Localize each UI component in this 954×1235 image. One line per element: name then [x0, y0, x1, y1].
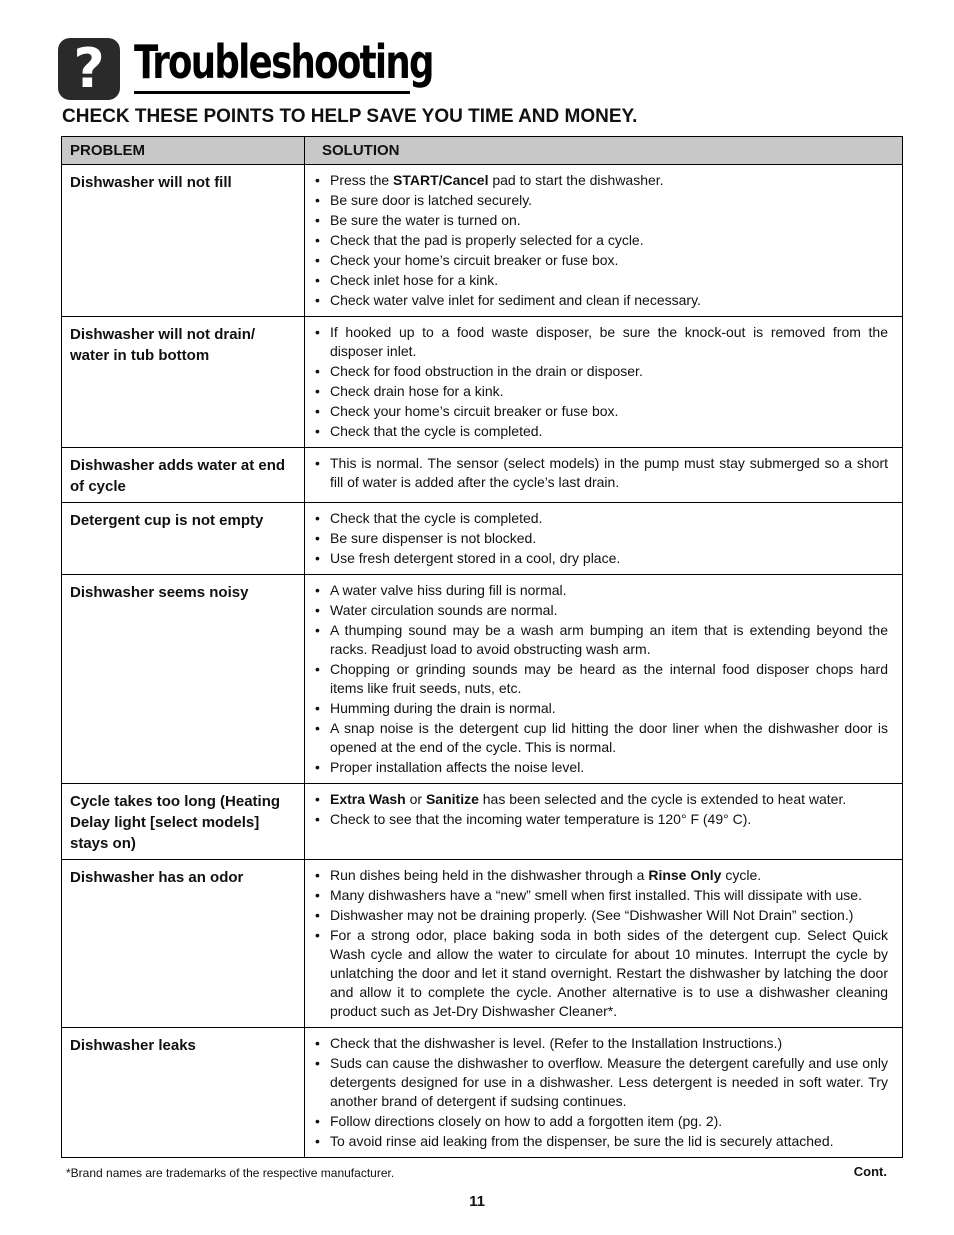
solution-list	[315, 581, 888, 777]
solution-item	[315, 621, 888, 659]
solution-cell	[305, 575, 903, 784]
solution-cell	[305, 317, 903, 448]
solution-text: cycle.	[721, 867, 762, 883]
solution-item	[315, 906, 888, 925]
solution-item	[315, 719, 888, 757]
solution-item	[315, 362, 888, 381]
column-header-solution: SOLUTION	[305, 137, 903, 165]
solution-item	[315, 422, 888, 441]
solution-item	[315, 581, 888, 600]
solution-item	[315, 601, 888, 620]
page-number: 11	[469, 1193, 485, 1210]
solution-cell	[305, 1028, 903, 1158]
problem-cell: Dishwasher will not fill	[62, 165, 305, 317]
solution-text-bold: START/Cancel	[393, 172, 489, 188]
solution-item	[315, 171, 888, 190]
solution-item	[315, 699, 888, 718]
solution-text: Be sure door is latched securely.	[330, 192, 533, 208]
solution-item	[315, 790, 888, 809]
solution-text: Press the	[330, 172, 394, 188]
solution-list	[315, 866, 888, 1021]
solution-item	[315, 211, 888, 230]
solution-text: Follow directions closely on how to add a forgotten item (pg. 2).	[330, 1113, 723, 1129]
solution-item	[315, 810, 888, 829]
solution-item	[315, 1034, 888, 1053]
problem-cell: Cycle takes too long (Heating Delay light [select models] stays on)	[62, 784, 305, 860]
solution-text: Check water valve inlet for sediment and clean if necessary.	[330, 292, 701, 308]
solution-text: To avoid rinse aid leaking from the dispenser, be sure the lid is securely attached.	[330, 1133, 834, 1149]
continued-label: Cont.	[853, 1164, 887, 1179]
solution-item	[315, 1132, 888, 1151]
solution-text: Many dishwashers have a “new” smell when first installed. This will dissipate with use.	[330, 887, 862, 903]
solution-item	[315, 402, 888, 421]
solution-item	[315, 454, 888, 492]
solution-text: Check your home’s circuit breaker or fuse box.	[330, 252, 619, 268]
page-title: Troubleshooting	[134, 35, 433, 89]
solution-text: Use fresh detergent stored in a cool, dry place.	[330, 550, 621, 566]
solution-text-bold: Rinse Only	[648, 867, 722, 883]
solution-text: Be sure the water is turned on.	[330, 212, 521, 228]
table-row	[62, 575, 903, 784]
solution-list	[315, 790, 888, 829]
table-row	[62, 860, 903, 1028]
solution-text: Check that the cycle is completed.	[330, 510, 543, 526]
solution-item	[315, 549, 888, 568]
solution-text: A snap noise is the detergent cup lid hitting the door liner when the dishwasher door is opened at the end of the cycle. This is normal.	[330, 720, 888, 755]
solution-text: Check for food obstruction in the drain or disposer.	[330, 363, 643, 379]
solution-text: Be sure dispenser is not blocked.	[330, 530, 537, 546]
problem-cell: Dishwasher has an odor	[62, 860, 305, 1028]
table-row	[62, 317, 903, 448]
table-header-row	[62, 137, 903, 165]
solution-item	[315, 1054, 888, 1111]
solution-text: Check inlet hose for a kink.	[330, 272, 499, 288]
table-row	[62, 503, 903, 575]
solution-cell	[305, 448, 903, 503]
trademark-footnote: *Brand names are trademarks of the respective manufacturer.	[66, 1166, 395, 1180]
solution-item	[315, 926, 888, 1021]
solution-text: This is normal. The sensor (select models) in the pump must stay submerged so a short fill of water is added after the cycle’s last drain.	[330, 455, 888, 490]
solution-item	[315, 291, 888, 310]
table-row	[62, 784, 903, 860]
solution-item	[315, 866, 888, 885]
table-row	[62, 448, 903, 503]
solution-text: Check that the dishwasher is level. (Refer to the Installation Instructions.)	[330, 1035, 783, 1051]
solution-text: or	[405, 791, 426, 807]
solution-text: Check that the pad is properly selected for a cycle.	[330, 232, 644, 248]
solution-text: Suds can cause the dishwasher to overflow. Measure the detergent carefully and use only detergents designed for use in a dishwasher. Less detergent is needed in soft water. Try another brand of detergent if sudsing continues.	[330, 1055, 888, 1109]
table-body	[62, 165, 903, 1158]
solution-list	[315, 171, 888, 310]
solution-text: Humming during the drain is normal.	[330, 700, 556, 716]
solution-item	[315, 1112, 888, 1131]
solution-item	[315, 323, 888, 361]
solution-text-bold: Sanitize	[425, 791, 479, 807]
problem-cell: Detergent cup is not empty	[62, 503, 305, 575]
solution-cell	[305, 784, 903, 860]
title-underline	[134, 91, 410, 94]
section-subtitle: CHECK THESE POINTS TO HELP SAVE YOU TIME AND MONEY.	[62, 106, 638, 127]
troubleshooting-table	[61, 136, 903, 1158]
solution-text-bold: Extra Wash	[330, 791, 406, 807]
solution-text: has been selected and the cycle is extended to heat water.	[478, 791, 847, 807]
solution-item	[315, 529, 888, 548]
solution-text: Run dishes being held in the dishwasher through a	[330, 867, 649, 883]
solution-item	[315, 660, 888, 698]
solution-cell	[305, 503, 903, 575]
column-header-problem: PROBLEM	[62, 137, 305, 165]
solution-cell	[305, 860, 903, 1028]
solution-item	[315, 382, 888, 401]
problem-cell: Dishwasher adds water at end of cycle	[62, 448, 305, 503]
table-row	[62, 1028, 903, 1158]
solution-text: If hooked up to a food waste disposer, be sure the knock-out is removed from the disposer inlet.	[330, 324, 888, 359]
solution-text: Check that the cycle is completed.	[330, 423, 543, 439]
solution-item	[315, 886, 888, 905]
table-row	[62, 165, 903, 317]
solution-list	[315, 454, 888, 492]
problem-cell: Dishwasher leaks	[62, 1028, 305, 1158]
solution-text: Check your home’s circuit breaker or fuse box.	[330, 403, 619, 419]
solution-text: Check to see that the incoming water temperature is 120° F (49° C).	[330, 811, 752, 827]
solution-text: Proper installation affects the noise level.	[330, 759, 585, 775]
solution-text: pad to start the dishwasher.	[488, 172, 664, 188]
solution-item	[315, 191, 888, 210]
problem-cell: Dishwasher seems noisy	[62, 575, 305, 784]
solution-text: A water valve hiss during fill is normal.	[330, 582, 567, 598]
solution-list	[315, 323, 888, 441]
solution-text: A thumping sound may be a wash arm bumping an item that is extending beyond the racks. Readjust load to avoid obstructing wash arm.	[330, 622, 888, 657]
solution-cell	[305, 165, 903, 317]
solution-text: Water circulation sounds are normal.	[330, 602, 558, 618]
solution-list	[315, 1034, 888, 1151]
solution-text: For a strong odor, place baking soda in both sides of the detergent cup. Select Quick Wash cycle and allow the water to circulate for about 10 minutes. Interrupt the cycle by unlatching the door and let it stand overnight. Restart the dishwasher by latching the door and allow it to complete the cycle. Another alternative is to use a dishwasher cleaning product such as Jet-Dry Dishwasher Cleaner*.	[330, 927, 888, 1019]
solution-item	[315, 758, 888, 777]
solution-text: Dishwasher may not be draining properly. (See “Dishwasher Will Not Drain” section.)	[330, 907, 854, 923]
solution-item	[315, 271, 888, 290]
solution-item	[315, 509, 888, 528]
solution-text: Check drain hose for a kink.	[330, 383, 504, 399]
solution-list	[315, 509, 888, 568]
problem-cell: Dishwasher will not drain/ water in tub bottom	[62, 317, 305, 448]
question-mark-icon: ?	[58, 38, 120, 100]
solution-item	[315, 231, 888, 250]
solution-text: Chopping or grinding sounds may be heard as the internal food disposer chops hard items like fruit seeds, nuts, etc.	[330, 661, 888, 696]
solution-item	[315, 251, 888, 270]
